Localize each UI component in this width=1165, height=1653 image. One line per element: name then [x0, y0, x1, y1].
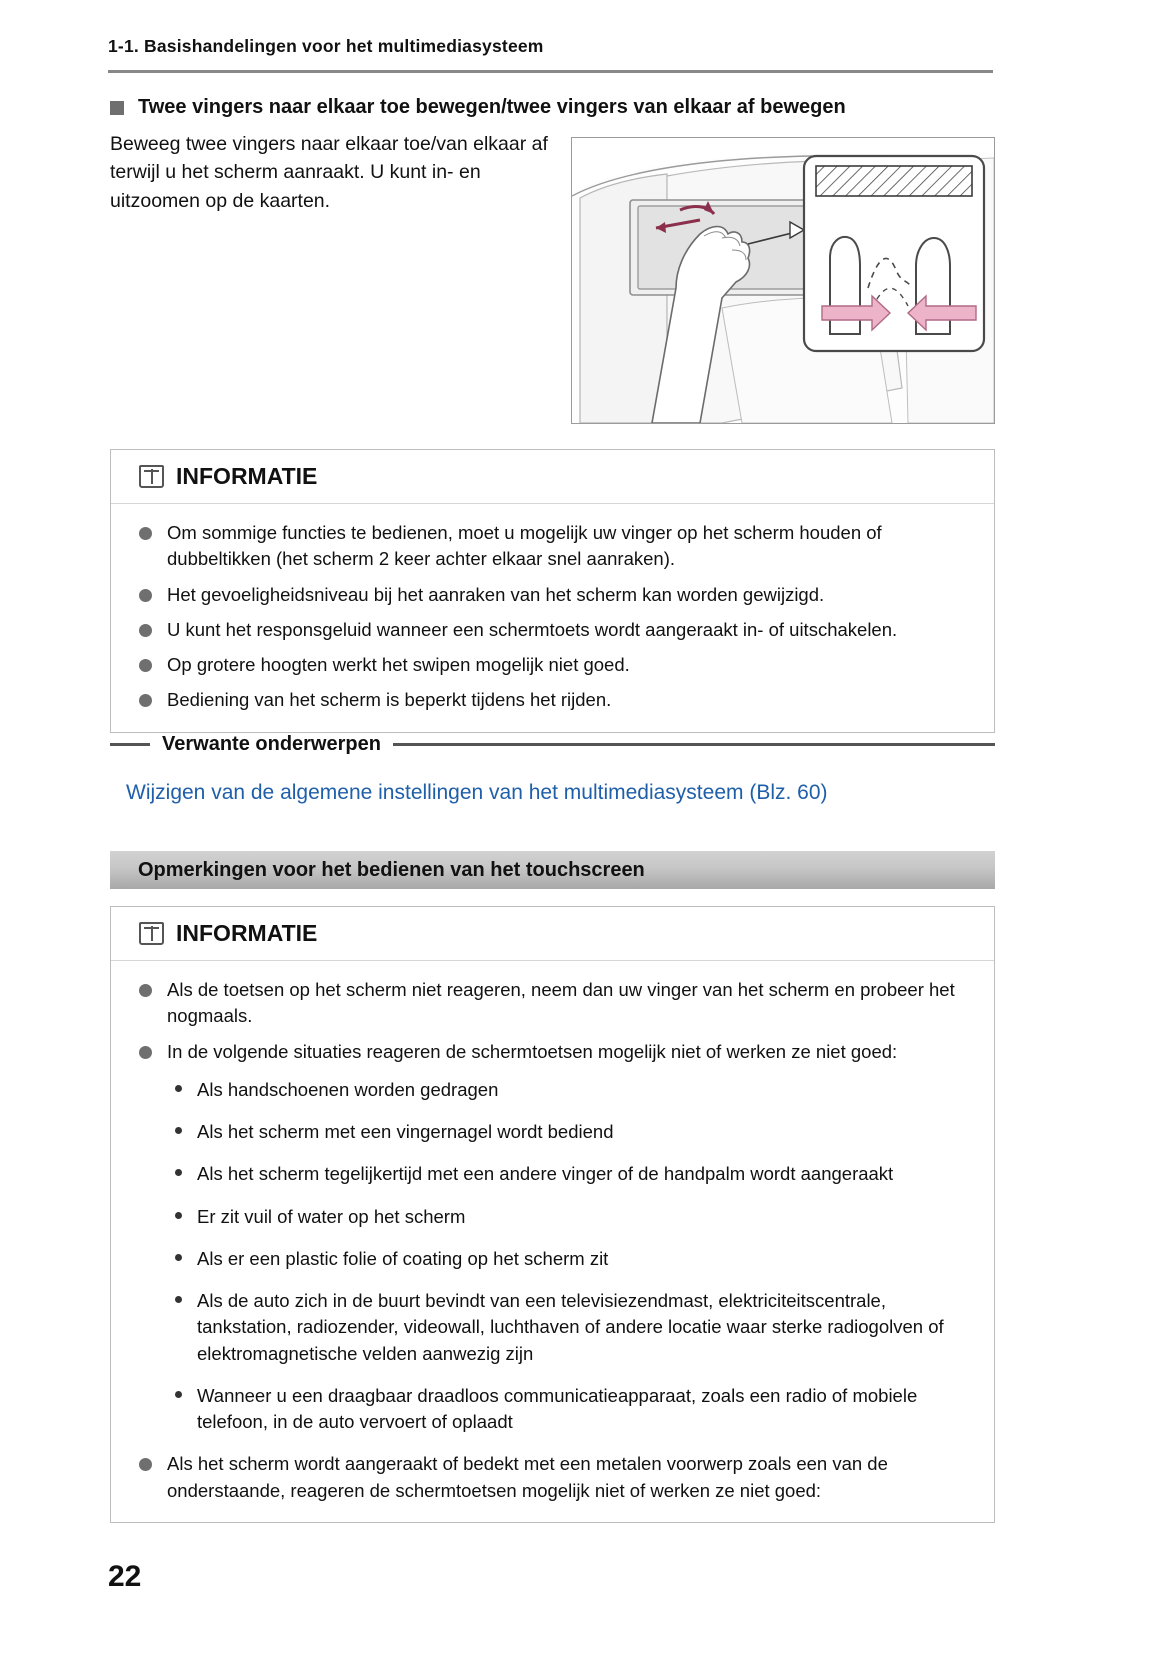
section-heading	[110, 94, 1000, 120]
intro-paragraph: Beweeg twee vingers naar elkaar toe/van elkaar af terwijl u het scherm aanraakt. U kunt in- en uitzoomen op de kaarten.	[110, 133, 548, 212]
sub-list-item: Als het scherm tegelijkertijd met een andere vinger of de handpalm wordt aangeraakt	[167, 1161, 968, 1187]
info-box-1-list	[137, 520, 968, 714]
info-box-2	[110, 906, 995, 1523]
list-item: Het gevoeligheidsniveau bij het aanraken van het scherm kan worden gewijzigd.	[137, 582, 968, 608]
book-icon	[139, 922, 164, 945]
related-topics-header	[110, 733, 995, 756]
info-box-1-body	[111, 504, 994, 732]
list-item-text: In de volgende situaties reageren de schermtoetsen mogelijk niet of werken ze niet goed:	[167, 1040, 898, 1062]
sub-list-item: Als het scherm met een vingernagel wordt bediend	[167, 1119, 968, 1145]
rule-left	[110, 743, 150, 746]
section-heading-text: Twee vingers naar elkaar toe bewegen/twee vingers van elkaar af bewegen	[138, 96, 846, 118]
sub-list-item: Als de auto zich in de buurt bevindt van een televisiezendmast, elektriciteitscentrale, tankstation, radiozender, videowall, luchthaven of andere locatie waar sterke radiogolven of elektromagnetische velden aanwezig zijn	[167, 1288, 968, 1367]
info-box-1	[110, 449, 995, 733]
info-box-2-title-row	[111, 907, 994, 961]
list-item: Op grotere hoogten werkt het swipen mogelijk niet goed.	[137, 652, 968, 678]
related-topics-title: Verwante onderwerpen	[162, 733, 381, 755]
list-item	[137, 1039, 968, 1436]
list-item: Als de toetsen op het scherm niet reageren, neem dan uw vinger van het scherm en probeer het nogmaals.	[137, 977, 968, 1030]
info-box-2-sublist	[167, 1077, 968, 1436]
sub-list-item: Als er een plastic folie of coating op het scherm zit	[167, 1246, 968, 1272]
running-head: 1-1. Basishandelingen voor het multimediasysteem	[108, 36, 544, 56]
subsection-bar-heading: Opmerkingen voor het bedienen van het touchscreen	[110, 851, 995, 889]
square-bullet-icon	[110, 101, 124, 115]
book-icon	[139, 465, 164, 488]
pinch-gesture-illustration	[571, 137, 995, 424]
list-item: Als het scherm wordt aangeraakt of bedekt met een metalen voorwerp zoals een van de onderstaande, reageren de schermtoetsen mogelijk niet of werken ze niet goed:	[137, 1451, 968, 1504]
list-item: Om sommige functies te bedienen, moet u mogelijk uw vinger op het scherm houden of dubbeltikken (het scherm 2 keer achter elkaar snel aanraken).	[137, 520, 968, 573]
rule-right	[393, 743, 995, 746]
sub-list-item: Wanneer u een draagbaar draadloos communicatieapparaat, zoals een radio of mobiele telefoon, in de auto vervoert of oplaadt	[167, 1383, 968, 1436]
related-topic-link[interactable]: Wijzigen van de algemene instellingen van het multimediasysteem (Blz. 60)	[126, 781, 828, 804]
header-rule	[108, 70, 993, 73]
info-box-1-title: INFORMATIE	[176, 463, 318, 489]
list-item: Bediening van het scherm is beperkt tijdens het rijden.	[137, 687, 968, 713]
sub-list-item: Als handschoenen worden gedragen	[167, 1077, 968, 1103]
illustration-svg	[572, 138, 994, 423]
info-box-2-list	[137, 977, 968, 1504]
info-box-2-title: INFORMATIE	[176, 920, 318, 946]
sub-list-item: Er zit vuil of water op het scherm	[167, 1204, 968, 1230]
info-box-1-title-row	[111, 450, 994, 504]
page-number: 22	[108, 1560, 142, 1593]
info-box-2-body	[111, 961, 994, 1522]
list-item: U kunt het responsgeluid wanneer een schermtoets wordt aangeraakt in- of uitschakelen.	[137, 617, 968, 643]
